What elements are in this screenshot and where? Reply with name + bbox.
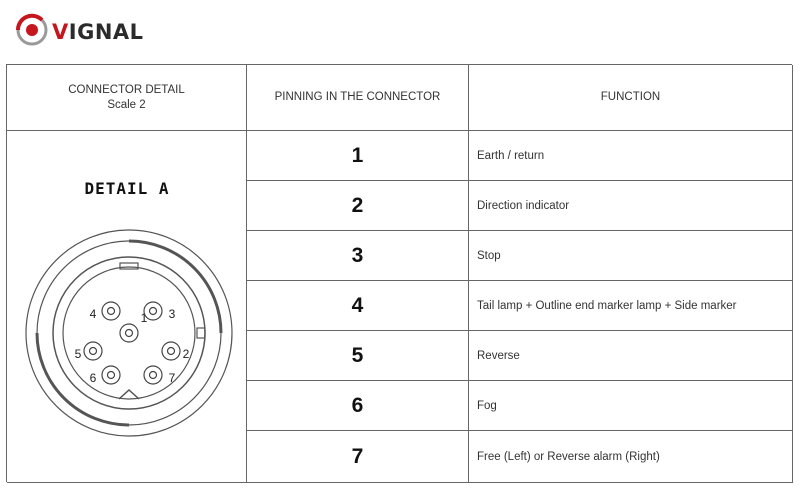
pin-row	[247, 131, 793, 181]
pin-label: 2	[182, 347, 190, 362]
connector-outer-ring	[26, 230, 232, 436]
pin-socket	[120, 324, 138, 342]
pin-number: 4	[247, 281, 469, 331]
pin-contact	[126, 330, 133, 337]
pin-rows	[247, 131, 793, 481]
pin-function: Stop	[469, 231, 793, 281]
pin-contact	[90, 348, 97, 355]
pin-contact	[108, 372, 115, 379]
pin-label: 3	[168, 307, 176, 322]
connector-latch	[197, 328, 205, 338]
pin-label: 4	[89, 307, 97, 322]
pin-function: Fog	[469, 381, 793, 431]
pin-number: 2	[247, 181, 469, 231]
pin-function: Reverse	[469, 331, 793, 381]
pin-function: Earth / return	[469, 131, 793, 181]
header-pinning	[247, 65, 469, 131]
pin-function: Tail lamp + Outline end marker lamp + Side marker	[469, 281, 793, 331]
header-connector-detail	[7, 65, 247, 131]
connector-body	[53, 257, 205, 409]
header-function-label: FUNCTION	[600, 91, 661, 103]
pin-label: 1	[140, 311, 148, 326]
vignal-logo	[12, 8, 162, 52]
pin-socket	[102, 366, 120, 384]
header-pinning-label: PINNING IN THE CONNECTOR	[274, 91, 441, 103]
header-function	[469, 65, 793, 131]
pin-number: 1	[247, 131, 469, 181]
connector-rim-thick-lower	[37, 333, 129, 425]
header-scale-label: Scale 2	[107, 98, 146, 111]
vignal-logo-mark	[12, 8, 52, 52]
detail-title: DETAIL A	[84, 179, 170, 198]
pin-row	[247, 231, 793, 281]
pin-socket	[162, 342, 180, 360]
pin-number: 3	[247, 231, 469, 281]
header-connector-detail-label: CONNECTOR DETAIL	[68, 83, 185, 96]
pin-contact	[150, 372, 157, 379]
pin-socket	[102, 302, 120, 320]
pin-number: 5	[247, 331, 469, 381]
pin-row	[247, 181, 793, 231]
pin-label: 5	[74, 347, 82, 362]
pin-label: 6	[89, 371, 97, 386]
pin-contact	[168, 348, 175, 355]
pin-row	[247, 281, 793, 331]
pin-socket	[144, 366, 162, 384]
pin-contact	[108, 308, 115, 315]
logo-wordmark: VIGNAL	[52, 20, 144, 44]
pin-row	[247, 331, 793, 381]
pinning-table	[6, 64, 792, 482]
pin-function: Direction indicator	[469, 181, 793, 231]
connector-detail-cell	[7, 131, 247, 483]
pin-label: 7	[168, 371, 176, 386]
connector-key-top	[120, 263, 138, 269]
connector-drawing	[23, 227, 235, 439]
pin-row	[247, 381, 793, 431]
pin-number: 6	[247, 381, 469, 431]
pin-number: 7	[247, 431, 469, 483]
pin-function: Free (Left) or Reverse alarm (Right)	[469, 431, 793, 483]
pin-row	[247, 431, 793, 481]
pin-socket	[84, 342, 102, 360]
pin-contact	[150, 308, 157, 315]
connector-key-bottom	[119, 390, 139, 399]
